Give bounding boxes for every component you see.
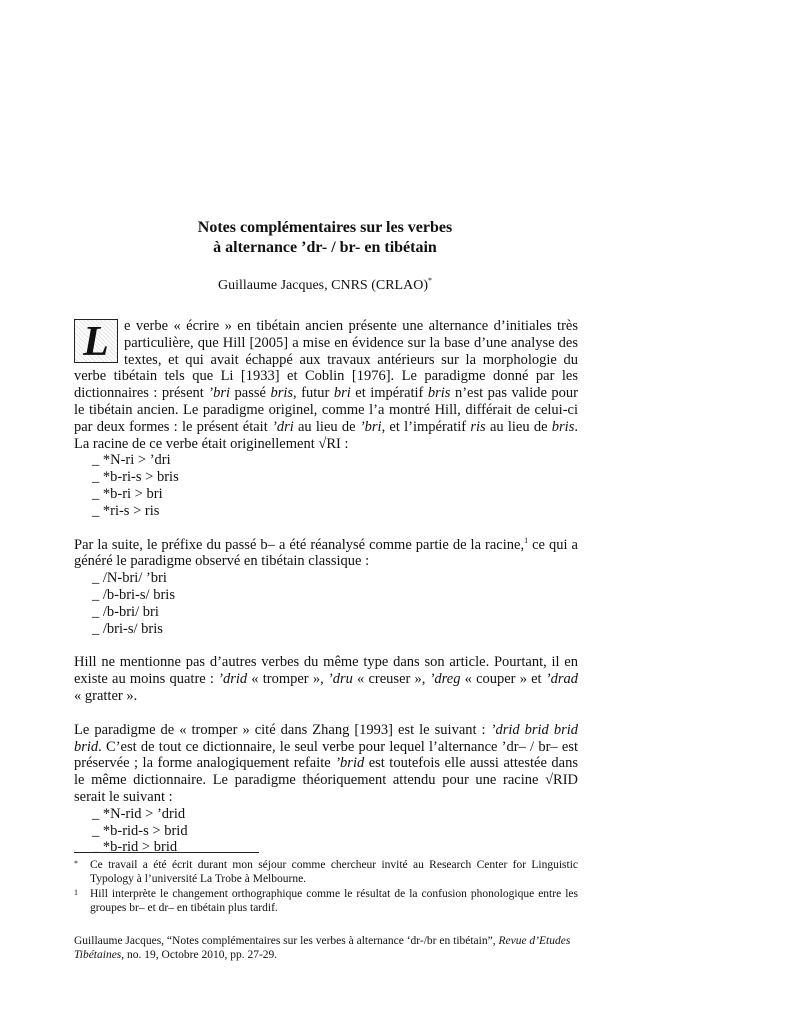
paradigm-item: _ *N-ri > ’dri — [92, 452, 171, 469]
text-run: Par la suite, le préfixe du passé b– a été réanalysé comme partie de la racine, — [74, 536, 525, 553]
text-run: passé — [230, 385, 271, 402]
text-run: « gratter ». — [74, 687, 138, 704]
paragraph-gap — [74, 637, 578, 654]
paragraph-gap — [74, 520, 578, 537]
text-run: Guillaume Jacques, “Notes complémentaires sur les verbes à alternance ‘dr-/br en tibétain”, — [74, 935, 499, 947]
text-run: au lieu de — [485, 418, 552, 435]
author-line — [140, 272, 510, 295]
italic-term: ’brid — [335, 755, 365, 772]
text-run: « tromper », — [247, 671, 328, 688]
italic-term: bris — [427, 385, 451, 402]
footnote-text: Hill interprète le changement orthographique comme le résultat de la confusion phonologique entre les groupes br– et dr– en tibétain plus tardif. — [90, 888, 578, 914]
text-run: ce qui a généré le paradigme observé en tibétain classique : — [74, 536, 578, 570]
citation-footer — [74, 934, 578, 962]
italic-term: ris — [470, 418, 486, 435]
paradigm-item: _ /bri-s/ bris — [92, 620, 163, 637]
text-run: Hill ne mentionne pas d’autres verbes du même type dans son article. Pourtant, il en existe au moins quatre : — [74, 654, 578, 688]
paradigm-item: _ *ri-s > ris — [92, 502, 160, 519]
paragraph-gap — [74, 705, 578, 722]
paragraph-4 — [74, 722, 578, 806]
text-run: au lieu de — [293, 418, 360, 435]
paradigm-list-1 — [74, 452, 578, 519]
paradigm-item: _ *b-rid > brid — [92, 839, 178, 856]
footnotes — [74, 859, 578, 917]
italic-term: ’dru — [327, 671, 353, 688]
italic-term: ’bri — [208, 385, 231, 402]
text-run: , no. 19, Octobre 2010, pp. 27-29. — [121, 949, 278, 961]
drop-cap-letter: L — [83, 319, 109, 365]
paradigm-item: _ /b-bri/ bri — [92, 603, 159, 620]
italic-term: bris — [551, 418, 575, 435]
text-run: est toutefois elle aussi attestée dans le même dictionnaire. Le paradigme théoriquement attendu pour une racine √RID serait le suivant : — [74, 755, 578, 805]
italic-term: ’drid — [218, 671, 248, 688]
footnote-separator — [74, 852, 259, 853]
paradigm-item: _ /b-bri-s/ bris — [92, 586, 175, 603]
text-run: . La racine de ce verbe était originellement √RI : — [74, 418, 578, 452]
text-run: Le paradigme de « tromper » cité dans Zhang [1993] est le suivant : — [74, 721, 491, 738]
drop-cap-initial — [74, 319, 118, 363]
italic-term: ’drid brid brid brid — [74, 721, 579, 755]
paradigm-list-2 — [74, 570, 578, 637]
italic-term: Revue d’Etudes Tibétaines — [74, 935, 571, 961]
italic-term: bri — [333, 385, 351, 402]
paragraph-2 — [74, 537, 578, 571]
text-run: , futur — [293, 385, 334, 402]
footnote-1 — [74, 888, 578, 915]
title-line-1: Notes complémentaires sur les verbes — [197, 219, 453, 236]
italic-term: bris — [270, 385, 294, 402]
italic-term: ’bri — [359, 418, 382, 435]
footnote-mark: 1 — [74, 888, 78, 897]
footnote-mark: * — [74, 859, 78, 868]
text-run: « creuser », — [352, 671, 430, 688]
title-line-2: à alternance ’dr- / br- en tibétain — [213, 239, 437, 256]
author-footnote-marker: * — [427, 276, 432, 285]
paradigm-item: _ *N-rid > ’drid — [92, 805, 186, 822]
text-run: n’est pas valide pour le tibétain ancien. Le paradigme originel, comme l’a montré Hill, différait de celui-ci par deux formes : le présent était — [74, 385, 578, 435]
paragraph-1 — [74, 318, 578, 452]
article-body — [74, 318, 578, 856]
footnote-asterisk — [74, 859, 578, 886]
italic-term: ’dreg — [429, 671, 461, 688]
text-run: et impératif — [350, 385, 428, 402]
paragraph-3 — [74, 654, 578, 704]
text-run: , et l’impératif — [381, 418, 471, 435]
paradigm-item: _ /N-bri/ ’bri — [92, 570, 167, 587]
paradigm-item: _ *b-rid-s > brid — [92, 822, 188, 839]
page-title — [140, 218, 510, 258]
footnote-reference: 1 — [524, 535, 529, 545]
text-run: . C’est de tout ce dictionnaire, le seul verbe pour lequel l’alternance ’dr– / br– est préservée ; la forme analogiquement refaite — [74, 738, 578, 772]
text-run: « couper » et — [460, 671, 546, 688]
paradigm-item: _ *b-ri-s > bris — [92, 469, 179, 486]
footnote-text: Ce travail a été écrit durant mon séjour comme chercheur invité au Research Center for Linguistic Typology à l’université La Trobe à Melbourne. — [90, 859, 578, 885]
italic-term: ’dri — [271, 418, 294, 435]
text-run: e verbe « écrire » en tibétain ancien présente une alternance d’initiales très particulière, que Hill [2005] a mise en évidence sur la base d’une analyse des textes, et qui avait échappé aux travaux antérieurs sur la morphologie du verbe tibétain tels que Li [1933] et Coblin [1976]. Le paradigme donné par les dictionnaires : présent — [74, 318, 578, 402]
paradigm-list-3 — [74, 806, 578, 856]
paradigm-item: _ *b-ri > bri — [92, 485, 163, 502]
author-name: Guillaume Jacques, CNRS (CRLAO) — [218, 278, 428, 293]
italic-term: ’drad — [545, 671, 579, 688]
